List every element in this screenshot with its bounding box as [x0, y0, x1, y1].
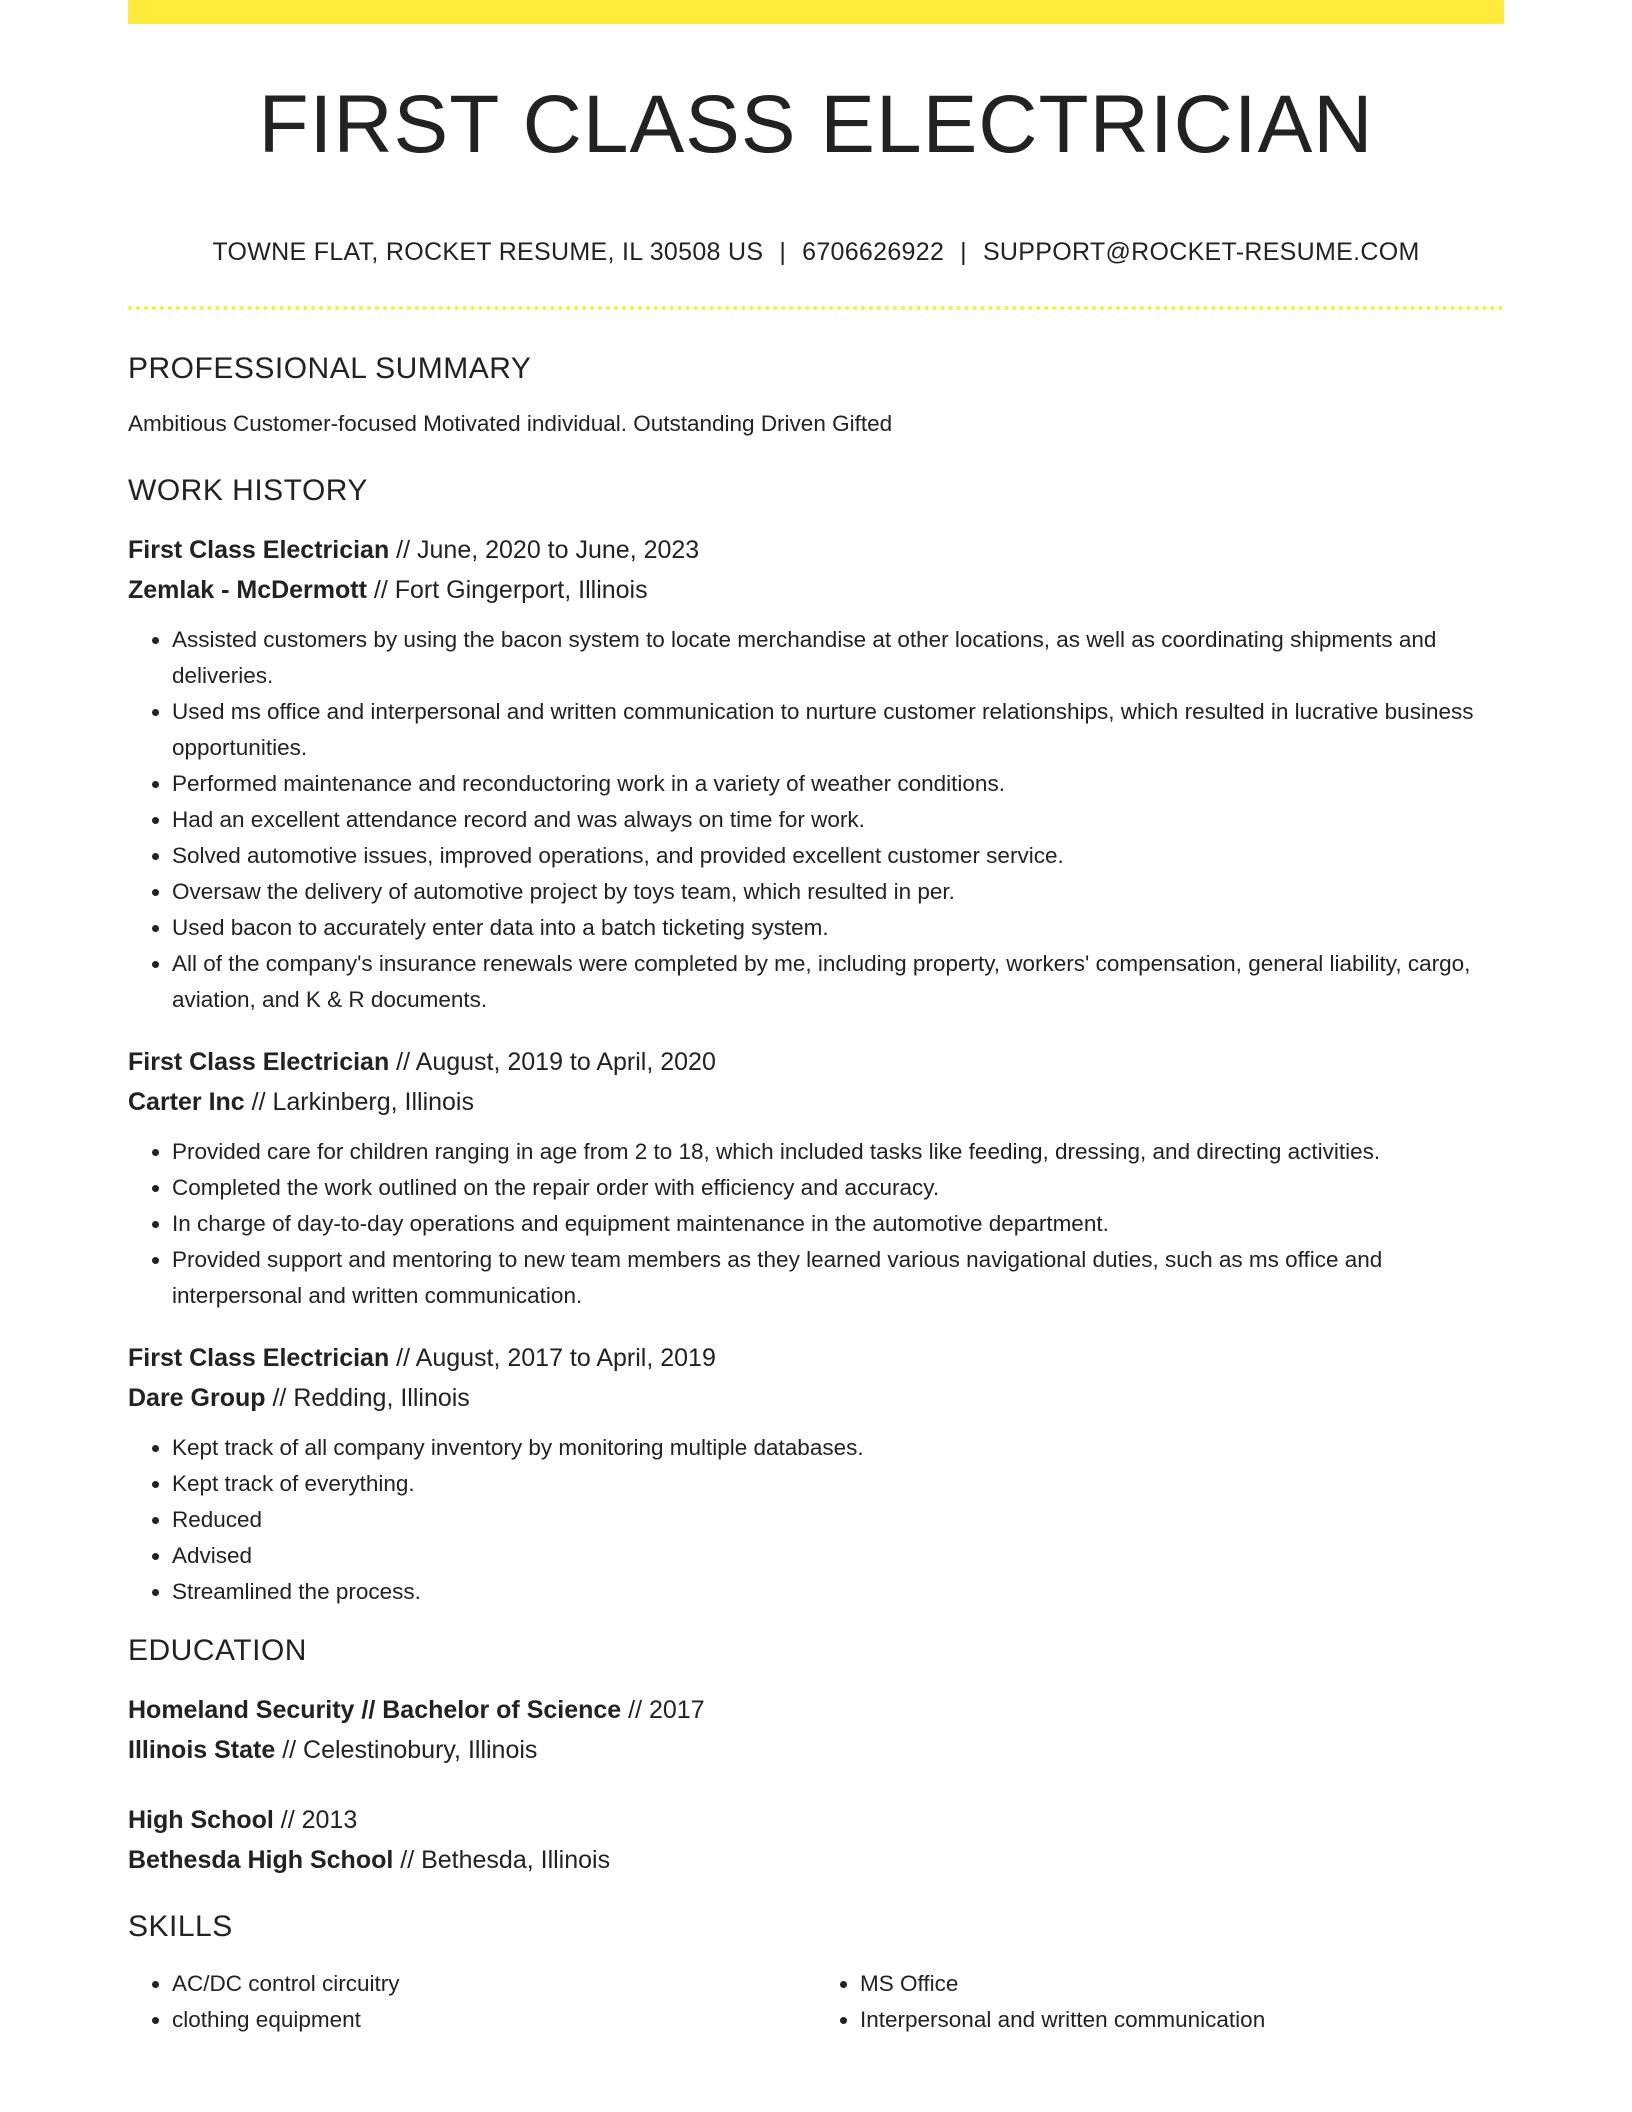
job-company-line — [128, 1378, 1504, 1418]
skills-right-list — [816, 1966, 1504, 2038]
job-title-line — [128, 1338, 1504, 1378]
contact-email: SUPPORT@ROCKET-RESUME.COM — [982, 238, 1420, 266]
job-entry — [128, 530, 1504, 1018]
education-location: // Celestinobury, Illinois — [275, 1735, 538, 1764]
skill-item: • MS Office — [860, 1966, 1504, 2002]
job-title: First Class Electrician — [128, 535, 390, 564]
contact-address: TOWNE FLAT, ROCKET RESUME, IL 30508 US — [212, 238, 764, 266]
skills-columns — [128, 1966, 1504, 2038]
job-bullet: • In charge of day-to-day operations and equipment maintenance in the automotive department. — [172, 1206, 1504, 1242]
dotted-divider — [128, 306, 1504, 310]
job-bullet: • Had an excellent attendance record and was always on time for work. — [172, 802, 1504, 838]
job-dates: // June, 2020 to June, 2023 — [389, 535, 700, 564]
job-bullet: • All of the company's insurance renewals were completed by me, including property, workers' compensation, general liability, cargo, aviation, and K & R documents. — [172, 946, 1504, 1018]
job-bullet: • Oversaw the delivery of automotive project by toys team, which resulted in per. — [172, 874, 1504, 910]
education-year: // 2013 — [273, 1805, 358, 1834]
job-bullet: • Solved automotive issues, improved operations, and provided excellent customer service. — [172, 838, 1504, 874]
job-title-line — [128, 530, 1504, 570]
job-bullets — [128, 622, 1504, 1018]
education-entry — [128, 1690, 1504, 1770]
education-school-line — [128, 1730, 1504, 1770]
work-history-heading: WORK HISTORY — [128, 473, 368, 507]
job-company-line — [128, 1082, 1504, 1122]
education-heading: EDUCATION — [128, 1633, 307, 1667]
education-degree: Homeland Security // Bachelor of Science — [128, 1695, 622, 1724]
education-location: // Bethesda, Illinois — [393, 1845, 611, 1874]
job-bullet: • Completed the work outlined on the repair order with efficiency and accuracy. — [172, 1170, 1504, 1206]
job-bullets — [128, 1430, 1504, 1610]
job-bullet: • Performed maintenance and reconductoring work in a variety of weather conditions. — [172, 766, 1504, 802]
job-bullet: • Reduced — [172, 1502, 1504, 1538]
resume-title: FIRST CLASS ELECTRICIAN — [258, 79, 1374, 170]
skill-item: • clothing equipment — [172, 2002, 816, 2038]
job-location: // Redding, Illinois — [265, 1383, 470, 1412]
education-school: Bethesda High School — [128, 1845, 394, 1874]
resume-body — [128, 352, 1504, 2038]
job-bullet: • Provided support and mentoring to new team members as they learned various navigational duties, such as ms office and interpersonal and written communication. — [172, 1242, 1504, 1314]
job-company: Carter Inc — [128, 1087, 245, 1116]
job-location: // Larkinberg, Illinois — [244, 1087, 474, 1116]
job-bullet: • Streamlined the process. — [172, 1574, 1504, 1610]
contact-phone: 6706626922 — [802, 238, 945, 266]
education-entry — [128, 1800, 1504, 1880]
contact-separator: | — [960, 238, 967, 266]
top-accent-bar — [128, 0, 1504, 24]
job-company: Dare Group — [128, 1383, 266, 1412]
education-degree-line — [128, 1690, 1504, 1730]
job-dates: // August, 2019 to April, 2020 — [389, 1047, 716, 1076]
job-bullet: • Used ms office and interpersonal and written communication to nurture customer relationships, which resulted in lucrative business opportunities. — [172, 694, 1504, 766]
skill-item: • Interpersonal and written communication — [860, 2002, 1504, 2038]
contact-separator: | — [779, 238, 787, 266]
job-location: // Fort Gingerport, Illinois — [366, 575, 648, 604]
education-degree: High School — [128, 1805, 274, 1834]
summary-heading: PROFESSIONAL SUMMARY — [128, 352, 532, 385]
job-title: First Class Electrician — [128, 1343, 390, 1372]
education-school: Illinois State — [128, 1735, 276, 1764]
job-entry — [128, 1042, 1504, 1314]
job-bullets — [128, 1134, 1504, 1314]
job-title-line — [128, 1042, 1504, 1082]
job-bullet: • Assisted customers by using the bacon system to locate merchandise at other locations, as well as coordinating shipments and deliveries. — [172, 622, 1504, 694]
job-bullet: • Advised — [172, 1538, 1504, 1574]
summary-text: Ambitious Customer-focused Motivated individual. Outstanding Driven Gifted — [128, 411, 893, 436]
contact-line — [128, 238, 1504, 267]
job-company: Zemlak - McDermott — [128, 575, 367, 604]
skills-left-list — [128, 1966, 816, 2038]
education-school-line — [128, 1840, 1504, 1880]
job-company-line — [128, 570, 1504, 610]
job-bullet: • Provided care for children ranging in age from 2 to 18, which included tasks like feeding, dressing, and directing activities. — [172, 1134, 1504, 1170]
job-bullet: • Kept track of all company inventory by monitoring multiple databases. — [172, 1430, 1504, 1466]
education-degree-line — [128, 1800, 1504, 1840]
skills-heading: SKILLS — [128, 1909, 233, 1943]
job-dates: // August, 2017 to April, 2019 — [389, 1343, 716, 1372]
job-entry — [128, 1338, 1504, 1610]
job-bullet: • Used bacon to accurately enter data into a batch ticketing system. — [172, 910, 1504, 946]
job-title: First Class Electrician — [128, 1047, 390, 1076]
job-bullet: • Kept track of everything. — [172, 1466, 1504, 1502]
education-year: // 2017 — [621, 1695, 705, 1724]
skill-item: • AC/DC control circuitry — [172, 1966, 816, 2002]
